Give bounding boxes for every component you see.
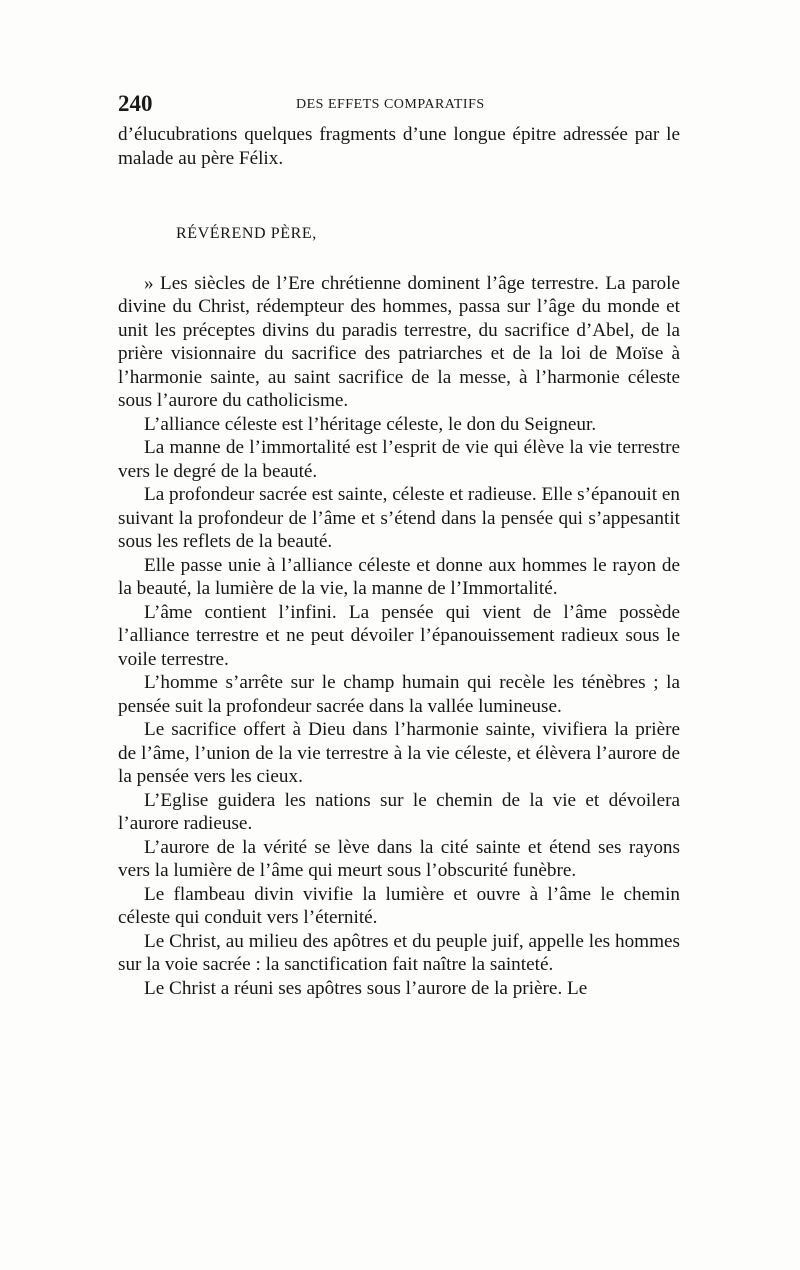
- paragraph-8: Le sacrifice offert à Dieu dans l’harmonie sainte, vivifiera la prière de l’âme, l’union de la vie terrestre à la vie céleste, et élèvera l’aurore de la pensée vers les cieux.: [118, 719, 680, 787]
- paragraph-11: Le flambeau divin vivifie la lumière et ouvre à l’âme le chemin céleste qui conduit vers l’éternité.: [118, 883, 680, 928]
- page-number: 240: [118, 91, 153, 116]
- salutation: RÉVÉREND PÈRE,: [176, 225, 317, 242]
- page-header: [118, 91, 680, 117]
- paragraph-4: La profondeur sacrée est sainte, céleste et radieuse. Elle s’épanouit en suivant la profondeur de l’âme et s’étend dans la pensée qui s’appesantit sous les reflets de la beauté.: [118, 484, 680, 552]
- paragraph-6: L’âme contient l’infini. La pensée qui vient de l’âme possède l’alliance terrestre et ne peut dévoiler l’épanouissement radieux sous le voile terrestre.: [118, 601, 680, 670]
- paragraph-7: L’homme s’arrête sur le champ humain qui recèle les ténèbres ; la pensée suit la profondeur sacrée dans la vallée lumineuse.: [118, 672, 680, 717]
- running-title: DES EFFETS COMPARATIFS: [296, 97, 485, 112]
- paragraph-3: La manne de l’immortalité est l’esprit de vie qui élève la vie terrestre vers le degré de la beauté.: [118, 437, 680, 482]
- paragraph-5: Elle passe unie à l’alliance céleste et donne aux hommes le rayon de la beauté, la lumière de la vie, la manne de l’Immortalité.: [118, 554, 680, 599]
- paragraph-10: L’aurore de la vérité se lève dans la cité sainte et étend ses rayons vers la lumière de l’âme qui meurt sous l’obscurité funèbre.: [118, 836, 680, 881]
- paragraph-1: » Les siècles de l’Ere chrétienne dominent l’âge terrestre. La parole divine du Christ, rédempteur des hommes, passa sur l’âge du monde et unit les préceptes divins du paradis terrestre, du sacrifice d’Abel, de la prière visionnaire du sacrifice des patriarches et de la loi de Moïse à l’harmonie sainte, au saint sacrifice de la messe, à l’harmonie céleste sous l’aurore du catholicisme.: [118, 272, 680, 411]
- page-body: [118, 123, 680, 1000]
- paragraph-9: L’Eglise guidera les nations sur le chemin de la vie et dévoilera l’aurore radieuse.: [118, 789, 680, 834]
- paragraph-2: L’alliance céleste est l’héritage céleste, le don du Seigneur.: [144, 413, 597, 435]
- paragraph-13: Le Christ a réuni ses apôtres sous l’aurore de la prière. Le: [144, 977, 588, 999]
- paragraph-12: Le Christ, au milieu des apôtres et du peuple juif, appelle les hommes sur la voie sacrée : la sanctification fait naître la sainteté.: [118, 930, 680, 975]
- intro-paragraph: d’élucubrations quelques fragments d’une longue épitre adressée par le malade au père Félix.: [118, 124, 680, 169]
